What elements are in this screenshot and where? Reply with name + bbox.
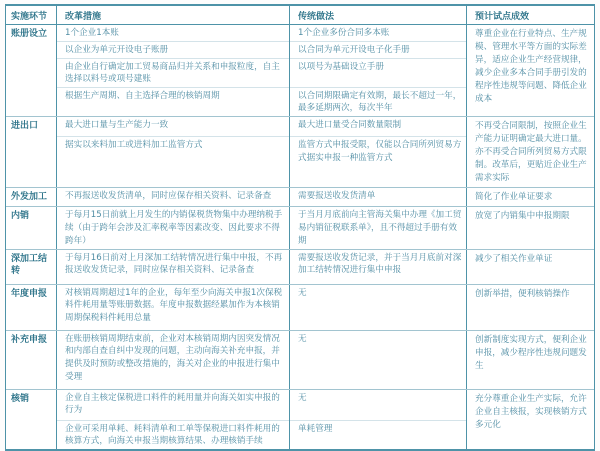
- effect-cell: 简化了作业单证要求: [466, 188, 594, 206]
- reform-cell: [56, 117, 289, 187]
- traditional-item: 以合同为单元开设电子化手册: [290, 41, 466, 58]
- traditional-cell: [289, 250, 466, 284]
- column-header-effect: 预计试点成效: [466, 6, 594, 24]
- reform-item: 在账册核销周期结束前，企业对本核销周期内因突发情况和内部自查自纠中发现的问题，主动向海关补充申报，并提供及时预防或整改措施的，海关对企业的申报进行集中受理: [65, 333, 280, 382]
- traditional-item: 监管方式申报受限，仅能以合同所列贸易方式据实申报一种监管方式: [290, 136, 466, 187]
- column-header-reform: 改革措施: [56, 6, 289, 24]
- traditional-item: 无: [298, 287, 307, 298]
- stage-cell: 年度申报: [11, 288, 48, 299]
- traditional-item: 最大进口量受合同数量限制: [298, 120, 402, 131]
- effect-cell: 不再受合同限制，按照企业生产能力证明确定最大进口量。亦不再受合同所列贸易方式限制。改革后，更贴近企业生产需求实际: [466, 117, 594, 187]
- column-header-traditional: 传统做法: [289, 6, 466, 24]
- table-row: [6, 116, 594, 187]
- traditional-item: 无: [298, 333, 307, 344]
- reform-item: 据实以来料加工或进料加工监管方式: [57, 136, 289, 187]
- reform-item: 根据生产周期、自主选择合理的核销周期: [57, 87, 289, 116]
- traditional-item: 无: [298, 392, 307, 403]
- reform-item: 以企业为单元开设电子账册: [57, 41, 289, 58]
- traditional-cell: [289, 331, 466, 389]
- traditional-cell: [289, 25, 466, 116]
- reform-item: 于每月15日前就上月发生的内销保税货物集中办理纳税手续（由于跨年会涉及汇率税率等因素改变、因此要求不得跨年）: [65, 210, 283, 246]
- reform-cell: [56, 285, 289, 330]
- table-row: [6, 249, 594, 284]
- reform-cell: [56, 250, 289, 284]
- traditional-cell: [289, 285, 466, 330]
- effect-cell: 减少了相关作业单证: [466, 250, 594, 284]
- traditional-item: 需要报送收发货记录，并于当月月底前对深加工结转情况进行集中申报: [298, 252, 462, 276]
- traditional-item: 需要报送收发货清单: [298, 191, 376, 202]
- stage-cell: 补充申报: [11, 334, 48, 345]
- reform-item: 于每月16日前对上月深加工结转情况进行集中申报，不再报送收发货记录，同时应保存相关资料、记录备查: [65, 252, 283, 276]
- reform-item: 企业自主核定保税进口料件的耗用量并向海关如实申报的行为: [65, 392, 280, 416]
- traditional-item: 1个企业多份合同多本账: [298, 28, 390, 38]
- traditional-cell: [289, 207, 466, 248]
- effect-cell: 放宽了内销集中申报期限: [466, 207, 594, 248]
- traditional-item: 以合同期限确定有效期，最长不超过一年，最多延期两次，每次半年: [290, 87, 466, 117]
- column-header-stage: 实施环节: [11, 12, 48, 22]
- table-row: [6, 206, 594, 248]
- stage-cell: 核销: [11, 393, 30, 404]
- effect-cell: 充分尊重企业生产实际，允许企业自主核报，实现核销方式多元化: [466, 390, 594, 450]
- reform-item: 企业可采用单耗、耗料清单和工单等保税进口料件耗用的核算方式，向海关申报当期核算结果、办理核销手续: [57, 420, 289, 450]
- traditional-item: 单耗管理: [290, 420, 466, 450]
- traditional-item: 以项号为基础设立手册: [290, 58, 466, 87]
- reform-item: 1个企业1本账: [65, 28, 119, 38]
- table-row: [6, 389, 594, 450]
- reform-comparison-table: [5, 4, 595, 451]
- reform-cell: [56, 331, 289, 389]
- stage-cell: 深加工结转: [11, 253, 48, 276]
- effect-cell: 尊重企业在行业特点、生产规模、管理水平等方面的实际差异，适应企业生产经营规律，减少企业多本合同手册引发的程序性违规等问题、降低企业成本: [466, 25, 594, 116]
- reform-cell: [56, 207, 289, 248]
- table-row: [6, 330, 594, 389]
- reform-item: 最大进口量与生产能力一致: [65, 120, 169, 131]
- reform-item: 不再报送收发货清单，同时应保存相关资料、记录备查: [65, 191, 272, 202]
- reform-item: 由企业自行确定加工贸易商品归并关系和申报粒度，自主选择以料号或项号建账: [57, 58, 289, 88]
- reform-cell: [56, 188, 289, 206]
- stage-cell: 外发加工: [11, 192, 48, 203]
- reform-item: 对核销周期超过1年的企业，每年至少向海关申报1次保税料件耗用量等账册数据。年度申报数据经累加作为本核销周期保税料件耗用总量: [65, 287, 283, 324]
- traditional-item: 于当月月底前向主管海关集中办理《加工贸易内销征税联系单》，且不得超过手册有效期: [298, 210, 462, 246]
- stage-cell: 内销: [11, 211, 30, 222]
- table-row: [6, 187, 594, 206]
- traditional-cell: [289, 390, 466, 450]
- reform-cell: [56, 390, 289, 450]
- table-row: [6, 25, 594, 116]
- table-row: [6, 284, 594, 330]
- stage-cell: 进出口: [11, 121, 39, 132]
- effect-cell: 创新举措，便利核销操作: [466, 285, 594, 330]
- effect-cell: 创新制度实现方式，便利企业申报，减少程序性违规问题发生: [466, 331, 594, 389]
- reform-cell: [56, 25, 289, 116]
- traditional-cell: [289, 117, 466, 187]
- table-header-row: [6, 6, 594, 25]
- stage-cell: 账册设立: [11, 29, 48, 39]
- traditional-cell: [289, 188, 466, 206]
